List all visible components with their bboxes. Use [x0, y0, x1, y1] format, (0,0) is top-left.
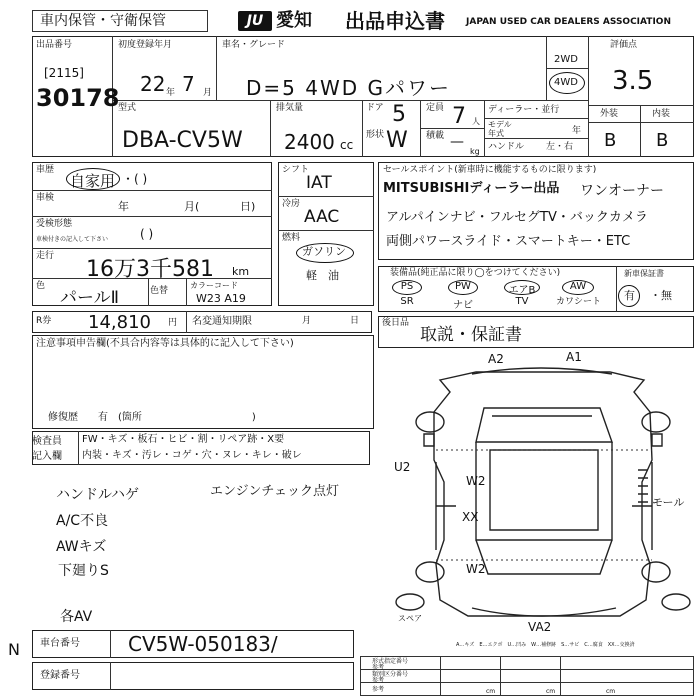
sales-point-line3: 両側パワースライド・スマートキー・ETC — [386, 234, 631, 249]
warranty-label: 新車保証書 — [624, 269, 664, 278]
color-code-value: W23 A19 — [196, 292, 246, 305]
warranty-yes: 有 — [624, 289, 635, 302]
diagram-mark-w2-bottom: W2 — [466, 562, 486, 576]
drive-4wd: 4WD — [554, 77, 578, 88]
registration-year: 22 — [140, 72, 166, 96]
color-code-label: カラーコード — [190, 281, 238, 290]
margin-mark: N — [8, 640, 20, 659]
equip-sr: SR — [400, 296, 414, 307]
lot-label: 出品番号 — [36, 40, 73, 50]
history-paren: ・( ) — [122, 172, 148, 186]
accepted-paren: ( ) — [140, 227, 154, 241]
lot-sub-number: [2115] — [44, 66, 84, 80]
notes-label: 注意事項申告欄(不具合内容等は具体的に記入して下さい) — [36, 338, 294, 349]
interior-label: 内装 — [652, 109, 671, 119]
inspector-row1: FW・キズ・板石・ヒビ・割・リペア跡・X要 — [82, 434, 285, 445]
color-change-label: 色替 — [150, 286, 169, 296]
logo-mark-text: JU — [246, 13, 264, 29]
inspector-label: 検査員 記入欄 — [32, 436, 62, 462]
model-year-unit: 年 — [572, 126, 582, 136]
ac-value: AAC — [304, 207, 340, 227]
diagram-spare-label: スペア — [398, 614, 422, 623]
registration-month-unit: 月 — [203, 88, 213, 98]
sales-point-brand: MITSUBISHIディーラー出品 — [383, 181, 560, 196]
handle-options: 左・右 — [546, 142, 574, 152]
sales-point-line2: アルパインナビ・フルセグTV・バックカメラ — [386, 210, 648, 225]
ac-label: 冷房 — [282, 199, 301, 209]
form-title: 出品申込書 — [345, 9, 445, 33]
drive-2wd: 2WD — [554, 54, 578, 65]
color-value: パールⅡ — [60, 288, 120, 308]
ju-logo-icon — [238, 11, 272, 31]
comment-ac: A/C不良 — [56, 513, 109, 529]
plate-month-unit: 月 — [302, 316, 312, 326]
history-label: 車歴 — [36, 165, 55, 175]
model-label: 型式 — [118, 103, 137, 113]
shape-label: 形状 — [366, 130, 385, 140]
comment-aw: AWキズ — [56, 539, 107, 555]
fuel-diesel: 軽 油 — [306, 269, 339, 282]
mileage-value: 16万3千581 — [86, 257, 214, 282]
accepted-label: 受検形態 — [36, 219, 73, 229]
score-value: 3.5 — [612, 66, 654, 96]
footer-cm-2: cm — [546, 688, 556, 695]
footer-ref3: 参考 — [372, 686, 385, 693]
displacement-value: 2400 — [284, 130, 335, 154]
chassis-label: 車台番号 — [40, 638, 80, 649]
footer-table — [360, 656, 694, 696]
diagram-legend: A…キズ E…エクボ U…凹み W…補修跡 S…サビ C…腐食 XX…交換済 — [456, 642, 635, 648]
equipment-label: 装備品(純正品に限り◯をつけてください) — [390, 268, 561, 278]
displacement-label: 排気量 — [276, 103, 304, 113]
accepted-sub: 車検付きの記入して下さい — [36, 236, 109, 243]
inspection-label: 車検 — [36, 193, 55, 203]
registration-month: 7 — [182, 72, 195, 96]
fuel-gas: ガソリン — [302, 245, 346, 258]
org-english: JAPAN USED CAR DEALERS ASSOCIATION — [466, 17, 671, 27]
color-label: 色 — [36, 281, 46, 291]
registration-year-unit: 年 — [166, 88, 176, 98]
footer-ref2: 参考 — [372, 677, 385, 684]
comment-av: 各AV — [60, 609, 93, 625]
sales-point-label: セールスポイント(新車時に機能するものに限ります) — [383, 165, 597, 175]
registration-number-label: 登録番号 — [40, 670, 80, 681]
equip-tv: TV — [515, 296, 529, 307]
diagram-mark-molding: モール — [652, 496, 685, 509]
diagram-mark-xx: XX — [462, 510, 479, 524]
inspection-month-unit: 月( — [184, 200, 200, 213]
registration-number-frame — [32, 662, 354, 690]
footer-form-code-label: 形式指定番号 — [372, 658, 409, 665]
footer-cm-1: cm — [486, 688, 496, 695]
equip-leather: カワシート — [556, 297, 602, 307]
comment-handle: ハンドルハゲ — [56, 487, 140, 503]
warranty-no: ・無 — [650, 289, 672, 302]
load-value: — — [450, 134, 464, 150]
shift-label: シフト — [282, 165, 310, 175]
after-day-label: 後日品 — [382, 318, 410, 328]
inspection-day-unit: 日) — [240, 200, 256, 213]
plate-deadline-label: 名変通知期限 — [192, 316, 252, 327]
model-year-label: モデル 年式 — [488, 120, 512, 138]
displacement-unit: cc — [340, 138, 354, 152]
equip-pw-code: PW — [455, 281, 471, 292]
shape-value: W — [386, 128, 408, 153]
exterior-label: 外装 — [600, 109, 619, 119]
inspector-row2: 内装・キズ・汚レ・コゲ・穴・ヌレ・キレ・破レ — [82, 450, 302, 461]
grade-label: 車名・グレード — [222, 40, 286, 50]
doors-label: ドア — [366, 103, 384, 113]
shift-value: IAT — [306, 173, 332, 193]
diagram-mark-a1: A1 — [566, 350, 582, 364]
chassis-value: CV5W-050183/ — [128, 632, 278, 656]
dealer-label: ディーラー・並行 — [488, 105, 560, 115]
diagram-mark-w2-top: W2 — [466, 474, 486, 488]
lot-number: 30178 — [36, 84, 120, 112]
load-label: 積載 — [426, 131, 445, 141]
score-label: 評価点 — [610, 40, 638, 50]
equip-aw-code: AW — [569, 281, 587, 292]
inspection-year-unit: 年 — [118, 200, 129, 213]
comment-underbody: 下廻りS — [58, 563, 109, 579]
recycle-unit: 円 — [168, 318, 178, 328]
doors-value: 5 — [392, 102, 406, 127]
footer-ref1: 参考 — [372, 664, 385, 671]
equip-navi: ナビ — [453, 300, 473, 311]
recycle-label: R券 — [36, 316, 52, 326]
car-diagram — [380, 350, 694, 646]
exterior-grade: B — [604, 130, 617, 151]
diagram-mark-a2: A2 — [488, 352, 504, 366]
repair-history: 修復歴 有 (箇所 ) — [48, 412, 256, 423]
registration-label: 初度登録年月 — [118, 40, 173, 50]
fuel-label: 燃料 — [282, 233, 301, 243]
diagram-mark-va2: VA2 — [528, 620, 552, 634]
equip-airbag-code: エアB — [508, 285, 536, 296]
footer-class-label: 類別区分番号 — [372, 671, 409, 678]
load-unit: kg — [470, 147, 480, 156]
capacity-unit: 人 — [472, 117, 480, 126]
equip-ps-code: PS — [400, 281, 414, 292]
model-value: DBA-CV5W — [122, 128, 243, 153]
interior-grade: B — [656, 130, 669, 151]
org-name: 愛知 — [276, 10, 312, 31]
plate-day-unit: 日 — [350, 316, 360, 326]
handle-label: ハンドル — [488, 142, 525, 152]
sales-point-line1: ワンオーナー — [580, 183, 664, 199]
storage-tag-text: 車内保管・守衛保管 — [40, 13, 166, 29]
recycle-value: 14,810 — [88, 312, 151, 333]
capacity-label: 定員 — [426, 103, 445, 113]
history-value: 自家用 — [70, 172, 116, 190]
diagram-mark-u2: U2 — [394, 460, 411, 474]
mileage-unit: km — [232, 265, 250, 278]
mileage-label: 走行 — [36, 251, 55, 261]
after-day-value: 取説・保証書 — [420, 325, 522, 345]
capacity-value: 7 — [452, 104, 466, 129]
comment-engine: エンジンチェック点灯 — [210, 484, 339, 499]
footer-cm-3: cm — [606, 688, 616, 695]
grade-value: D=5 4WD Gパワー — [246, 76, 451, 100]
